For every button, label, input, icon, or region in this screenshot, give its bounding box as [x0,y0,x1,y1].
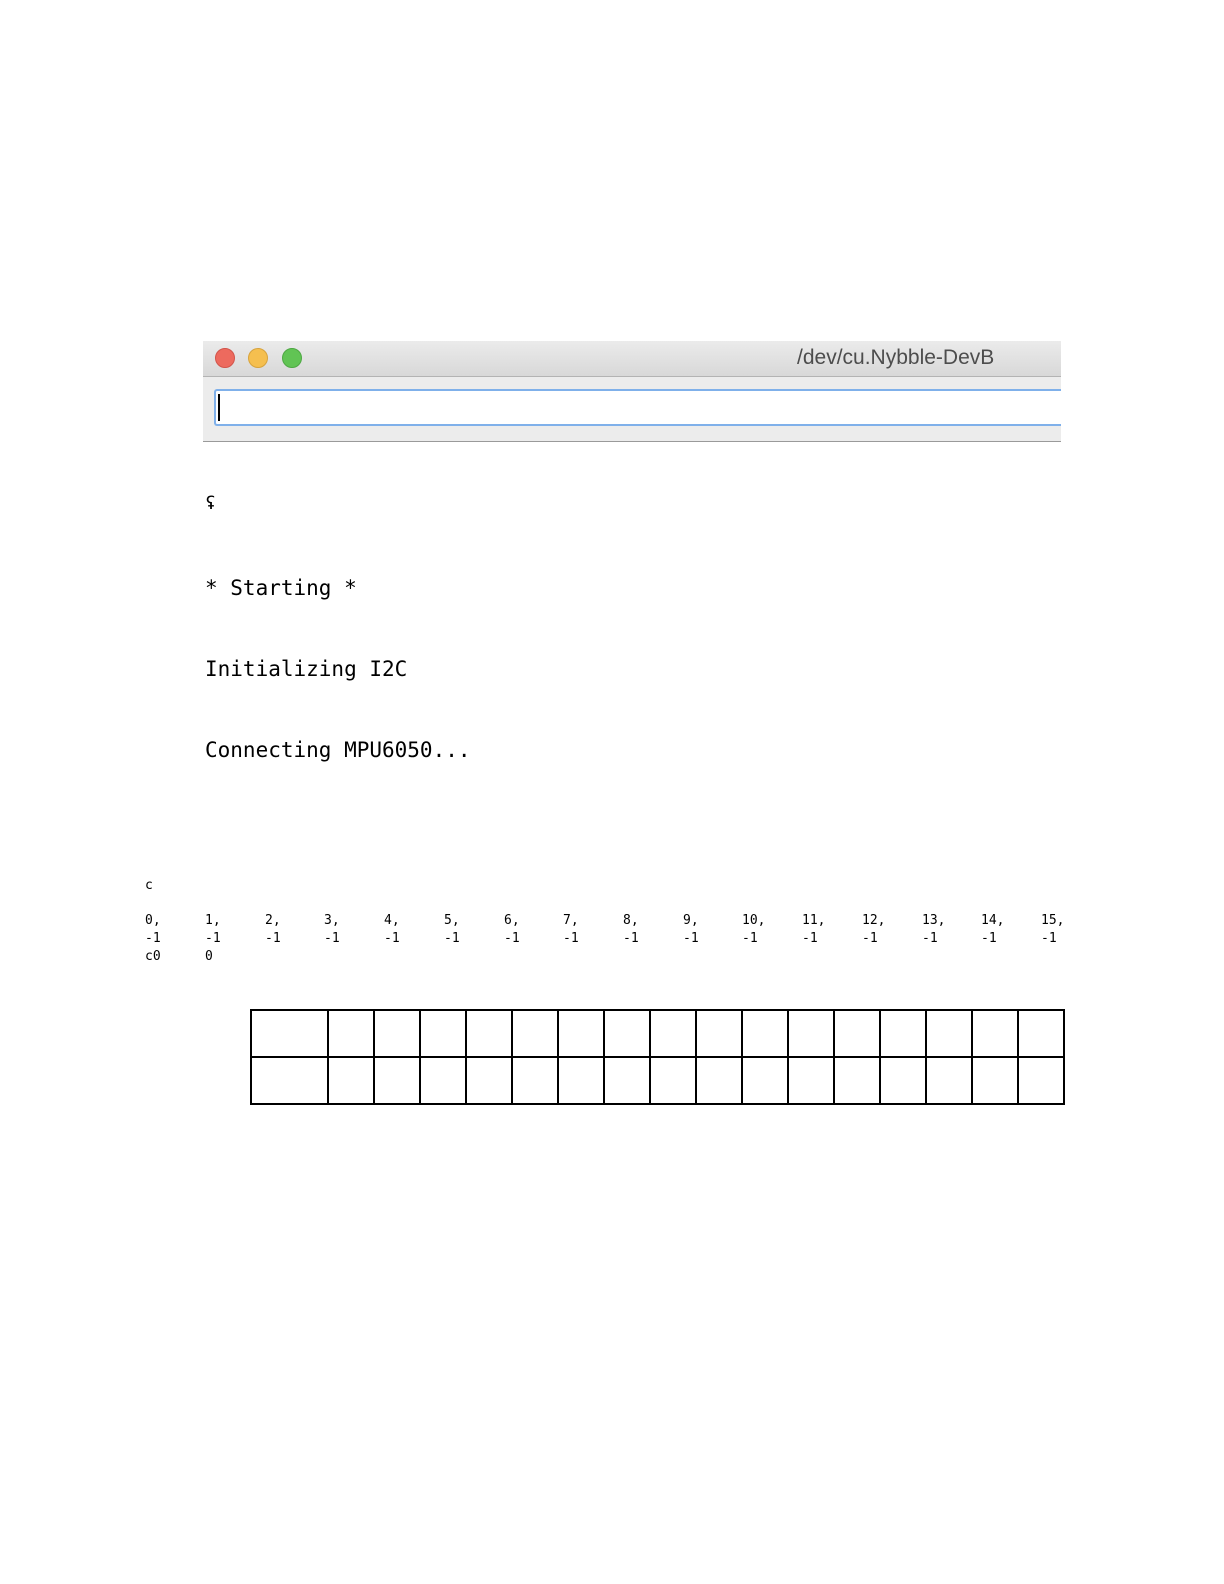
title-bar[interactable] [203,341,1061,377]
grid-cell [604,1010,650,1057]
grid-cell [1018,1010,1064,1057]
grid-cell [788,1010,834,1057]
text-caret [218,394,220,421]
joint-index: 5, [444,913,460,928]
joint-index: 10, [742,913,766,928]
joint-index: 8, [623,913,639,928]
grid-cell [696,1057,742,1104]
command-echo: c0 [145,949,161,964]
joint-index: 1, [205,913,221,928]
console-line: ʢ [205,493,216,514]
joint-index: 9, [683,913,699,928]
joint-index: 0, [145,913,161,928]
joint-index: 6, [504,913,520,928]
grid-cell [742,1057,788,1104]
grid-cell [604,1057,650,1104]
joint-index: 11, [802,913,826,928]
serial-output [205,441,471,791]
joint-offset: -1 [981,931,997,946]
grid-cell [512,1057,558,1104]
joint-index: 3, [324,913,340,928]
grid-cell [972,1057,1018,1104]
grid-cell [788,1057,834,1104]
grid-cell [834,1057,880,1104]
grid-cell [972,1010,1018,1057]
joint-offset: -1 [683,931,699,946]
grid-cell [420,1010,466,1057]
joint-index: 13, [922,913,946,928]
joint-offset: -1 [205,931,221,946]
grid-cell [742,1010,788,1057]
grid-cell [834,1010,880,1057]
grid-cell [466,1057,512,1104]
grid-cell [251,1010,328,1057]
joint-offset: -1 [862,931,878,946]
joint-index: 14, [981,913,1005,928]
serial-command-input[interactable] [214,389,1061,426]
grid-cell [558,1057,604,1104]
serial-monitor-window [203,341,1061,442]
joint-offset: -1 [922,931,938,946]
joint-offset: -1 [802,931,818,946]
joint-index: 15, [1041,913,1065,928]
console-line: Connecting MPU6050... [205,738,471,762]
joint-offset: -1 [444,931,460,946]
grid-cell [512,1010,558,1057]
grid-cell [251,1057,328,1104]
grid-cell [696,1010,742,1057]
grid-cell [558,1010,604,1057]
grid-cell [926,1057,972,1104]
zoom-window-icon[interactable] [282,348,302,368]
grid-cell [650,1057,696,1104]
grid-cell [880,1057,926,1104]
joint-offset: -1 [324,931,340,946]
window-title: /dev/cu.Nybble-DevB [797,346,995,369]
console-line: * Starting * [205,576,357,600]
grid-cell [1018,1057,1064,1104]
joint-index: 7, [563,913,579,928]
joint-index: 2, [265,913,281,928]
grid-cell [466,1010,512,1057]
joint-offset: -1 [265,931,281,946]
grid-cell [328,1010,374,1057]
joint-index: 12, [862,913,886,928]
joint-offset: -1 [563,931,579,946]
calibration-grid [250,1009,1065,1105]
grid-cell [374,1010,420,1057]
joint-index: 4, [384,913,400,928]
grid-cell [880,1010,926,1057]
grid-cell [926,1010,972,1057]
grid-cell [650,1010,696,1057]
minimize-window-icon[interactable] [248,348,268,368]
close-window-icon[interactable] [215,348,235,368]
joint-offset: -1 [145,931,161,946]
calibration-command: c [145,878,153,893]
grid-row [251,1010,1064,1057]
console-line: Initializing I2C [205,657,408,681]
grid-row [251,1057,1064,1104]
command-result: 0 [205,949,213,964]
grid-cell [420,1057,466,1104]
joint-offset: -1 [742,931,758,946]
grid-cell [328,1057,374,1104]
joint-offset: -1 [504,931,520,946]
joint-offset: -1 [1041,931,1057,946]
joint-offset: -1 [623,931,639,946]
joint-offset: -1 [384,931,400,946]
grid-cell [374,1057,420,1104]
